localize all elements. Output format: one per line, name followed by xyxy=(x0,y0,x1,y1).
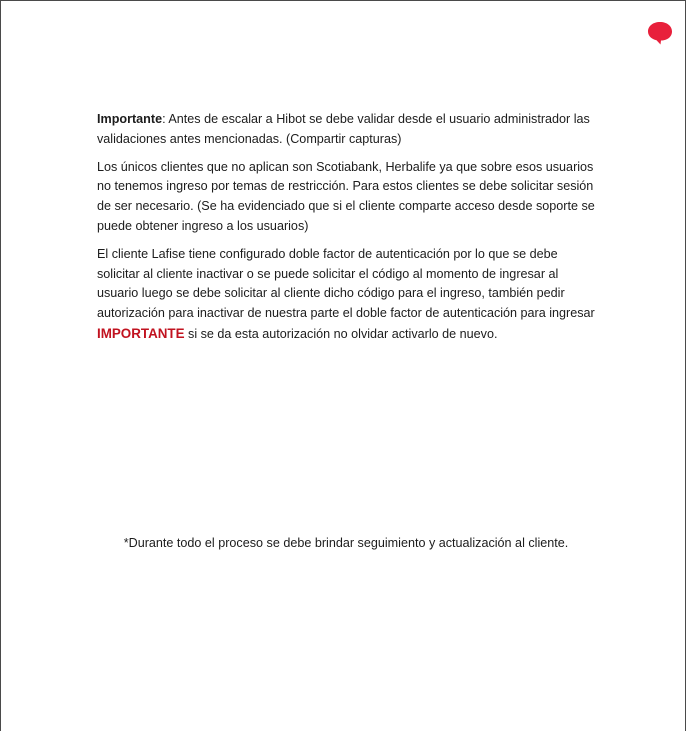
importante-label: Importante xyxy=(97,112,163,126)
document-body xyxy=(97,110,603,353)
paragraph-clientes xyxy=(97,158,603,237)
importante-highlight: IMPORTANTE xyxy=(97,325,185,341)
speech-bubble-icon xyxy=(647,20,673,46)
paragraph-importante xyxy=(97,110,603,150)
paragraph-2-text: Los únicos clientes que no aplican son Scotiabank, Herbalife ya que sobre esos usuarios no tenemos ingreso por temas de restricción. Para estos clientes se debe solicitar sesión de ser necesario. (Se ha evidenciado que si el cliente comparte acceso desde soporte se puede obtener ingreso a los usuarios) xyxy=(97,159,595,233)
footnote: *Durante todo el proceso se debe brindar seguimiento y actualización al cliente. xyxy=(123,536,569,550)
paragraph-3-text: El cliente Lafise tiene configurado doble factor de autenticación por lo que se debe solicitar al cliente inactivar o se puede solicitar el código al momento de ingresar al usuario luego se debe solicitar al cliente dicho código para el ingreso, también pedir autorización para inactivar de nuestra parte el doble factor de autenticación para ingresar xyxy=(97,246,595,321)
paragraph-lafise xyxy=(97,245,603,345)
paragraph-1-text: : Antes de escalar a Hibot se debe validar desde el usuario administrador las validaciones antes mencionadas. (Compartir capturas) xyxy=(97,112,590,146)
paragraph-3-tail: si se da esta autorización no olvidar activarlo de nuevo. xyxy=(184,326,498,341)
